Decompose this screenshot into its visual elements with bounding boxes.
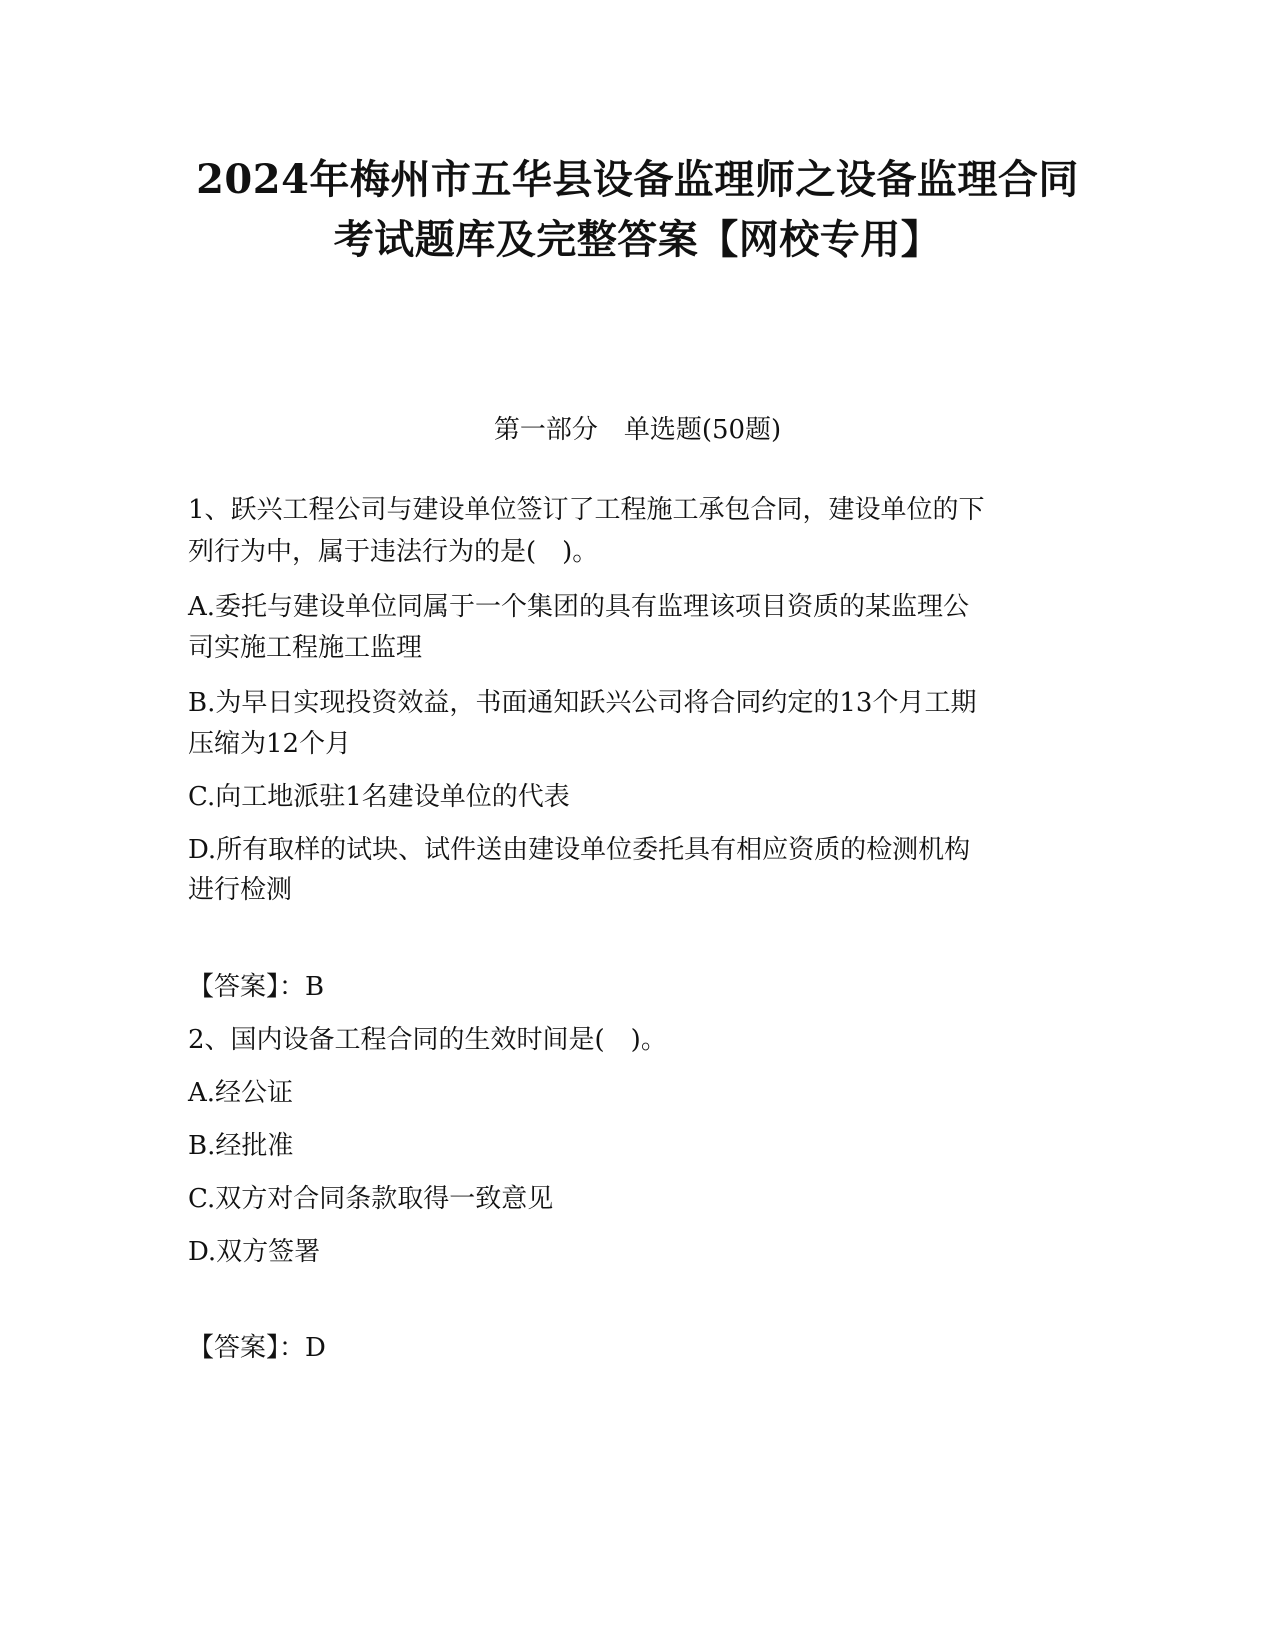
question-1-option-b-line-2: 压缩为12个月 (188, 729, 352, 759)
document-title (150, 150, 1125, 270)
question-1-answer: 【答案】：B (188, 972, 325, 1002)
question-1-option-a-line-1: A.委托与建设单位同属于一个集团的具有监理该项目资质的某监理公 (188, 592, 970, 622)
question-2-option-a: A.经公证 (188, 1078, 294, 1108)
section-heading: 第一部分 单选题(50题) (493, 415, 782, 445)
title-line-2: 考试题库及完整答案【网校专用】 (333, 216, 942, 263)
question-2-option-b: B.经批准 (188, 1131, 294, 1161)
question-1-stem-line-2: 列行为中，属于违法行为的是( )。 (188, 537, 599, 567)
question-1-option-c-line-1: C.向工地派驻1名建设单位的代表 (188, 782, 570, 812)
question-2-answer: 【答案】：D (188, 1333, 326, 1363)
question-1-option-d-line-1: D.所有取样的试块、试件送由建设单位委托具有相应资质的检测机构 (188, 835, 971, 865)
question-1-stem-line-1: 1、跃兴工程公司与建设单位签订了工程施工承包合同，建设单位的下 (188, 495, 985, 525)
title-line-1: 2024年梅州市五华县设备监理师之设备监理合同 (196, 156, 1079, 203)
question-1-option-b-line-1: B.为早日实现投资效益，书面通知跃兴公司将合同约定的13个月工期 (188, 688, 977, 718)
question-1-option-a-line-2: 司实施工程施工监理 (188, 633, 423, 663)
question-2-stem-line-1: 2、国内设备工程合同的生效时间是( )。 (188, 1025, 667, 1055)
question-2-option-d: D.双方签署 (188, 1237, 321, 1267)
question-2-option-c: C.双方对合同条款取得一致意见 (188, 1184, 554, 1214)
question-1-option-d-line-2: 进行检测 (188, 875, 293, 905)
